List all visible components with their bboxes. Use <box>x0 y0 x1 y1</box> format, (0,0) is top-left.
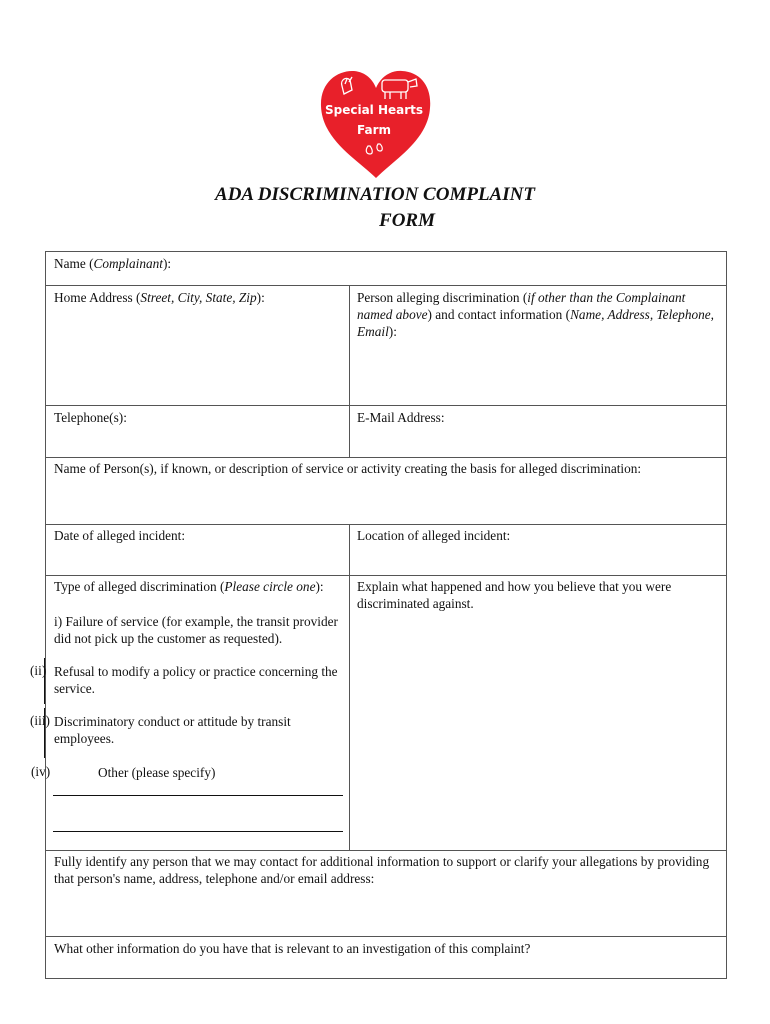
person-alleging-italic-2: Name, Address, Telephone, Email <box>357 307 714 339</box>
column-divider <box>349 524 350 850</box>
divider <box>46 936 726 937</box>
option-failure-of-service[interactable] <box>54 613 346 647</box>
divider <box>46 285 726 286</box>
incident-location-field[interactable] <box>357 527 717 571</box>
option-1-text: i) Failure of service (for example, the transit provider did not pick up the customer as requested). <box>54 614 338 646</box>
type-label: Type of alleged discrimination ( <box>54 579 225 594</box>
incident-date-field[interactable] <box>54 527 344 571</box>
explain-field[interactable] <box>357 578 697 846</box>
logo-line1: Special Hearts <box>324 103 424 117</box>
home-address-label-italic: Street, City, State, Zip <box>140 290 257 305</box>
form-title-line1: ADA DISCRIMINATION COMPLAINT <box>215 184 535 205</box>
incident-date-label: Date of alleged incident: <box>54 528 186 543</box>
other-information-label: What other information do you have that is relevant to an investigation of this complaint? <box>54 941 531 956</box>
explain-label: Explain what happened and how you believe that you were discriminated against. <box>357 579 672 611</box>
option-other[interactable] <box>98 764 338 781</box>
person-alleging-label-end: ): <box>388 324 397 339</box>
person-alleging-label: Person alleging discrimination ( <box>357 290 528 305</box>
person-alleging-label-2: ) and contact information ( <box>427 307 571 322</box>
logo-line2: Farm <box>356 123 392 137</box>
person-alleging-italic: if other than the Complainant named above <box>357 290 686 322</box>
home-address-label: Home Address ( <box>54 290 141 305</box>
name-label: Name ( <box>54 256 94 271</box>
home-address-label-end: ): <box>256 290 265 305</box>
contact-persons-field[interactable] <box>54 853 714 933</box>
person-alleging-field[interactable] <box>357 289 717 401</box>
column-divider <box>349 285 350 457</box>
option-3-number: (iii) <box>30 713 50 728</box>
telephone-label: Telephone(s): <box>54 410 127 425</box>
option-bracket <box>44 658 45 704</box>
option-3-text: Discriminatory conduct or attitude by transit employees. <box>54 714 291 746</box>
option-2-text: Refusal to modify a policy or practice concerning the service. <box>54 664 338 696</box>
name-field[interactable] <box>54 255 714 272</box>
option-2-number: (ii) <box>30 663 47 678</box>
divider <box>46 850 726 851</box>
home-address-field[interactable] <box>54 289 344 401</box>
name-label-end: ): <box>162 256 172 271</box>
option-4-text: Other (please specify) <box>98 765 216 780</box>
option-bracket <box>44 708 45 758</box>
other-information-field[interactable] <box>54 940 714 974</box>
name-of-persons-field[interactable] <box>54 460 722 520</box>
type-label-italic: Please circle one <box>224 579 316 594</box>
name-of-persons-label: Name of Person(s), if known, or description of service or activity creating the basis for alleged discrimination: <box>54 461 642 476</box>
telephone-field[interactable] <box>54 409 344 453</box>
option-refusal-to-modify[interactable] <box>54 663 344 697</box>
other-specify-line[interactable] <box>53 795 343 796</box>
discrimination-type-label <box>54 578 346 595</box>
divider <box>46 405 726 406</box>
option-4-number: (iv) <box>31 764 51 779</box>
email-label: E-Mail Address: <box>357 410 445 425</box>
incident-location-label: Location of alleged incident: <box>357 528 511 543</box>
divider <box>46 524 726 525</box>
option-discriminatory-conduct[interactable] <box>54 713 344 747</box>
name-label-italic: Complainant <box>93 256 163 271</box>
email-field[interactable] <box>357 409 717 453</box>
contact-persons-label: Fully identify any person that we may contact for additional information to support or clarify your allegations by providing that person's name, address, telephone and/or email address: <box>54 854 710 886</box>
special-hearts-farm-logo <box>318 68 434 180</box>
other-specify-line[interactable] <box>53 831 343 832</box>
divider <box>46 575 726 576</box>
complaint-form <box>45 251 727 979</box>
type-label-end: ): <box>315 579 324 594</box>
form-title-line2: FORM <box>379 210 435 231</box>
divider <box>46 457 726 458</box>
